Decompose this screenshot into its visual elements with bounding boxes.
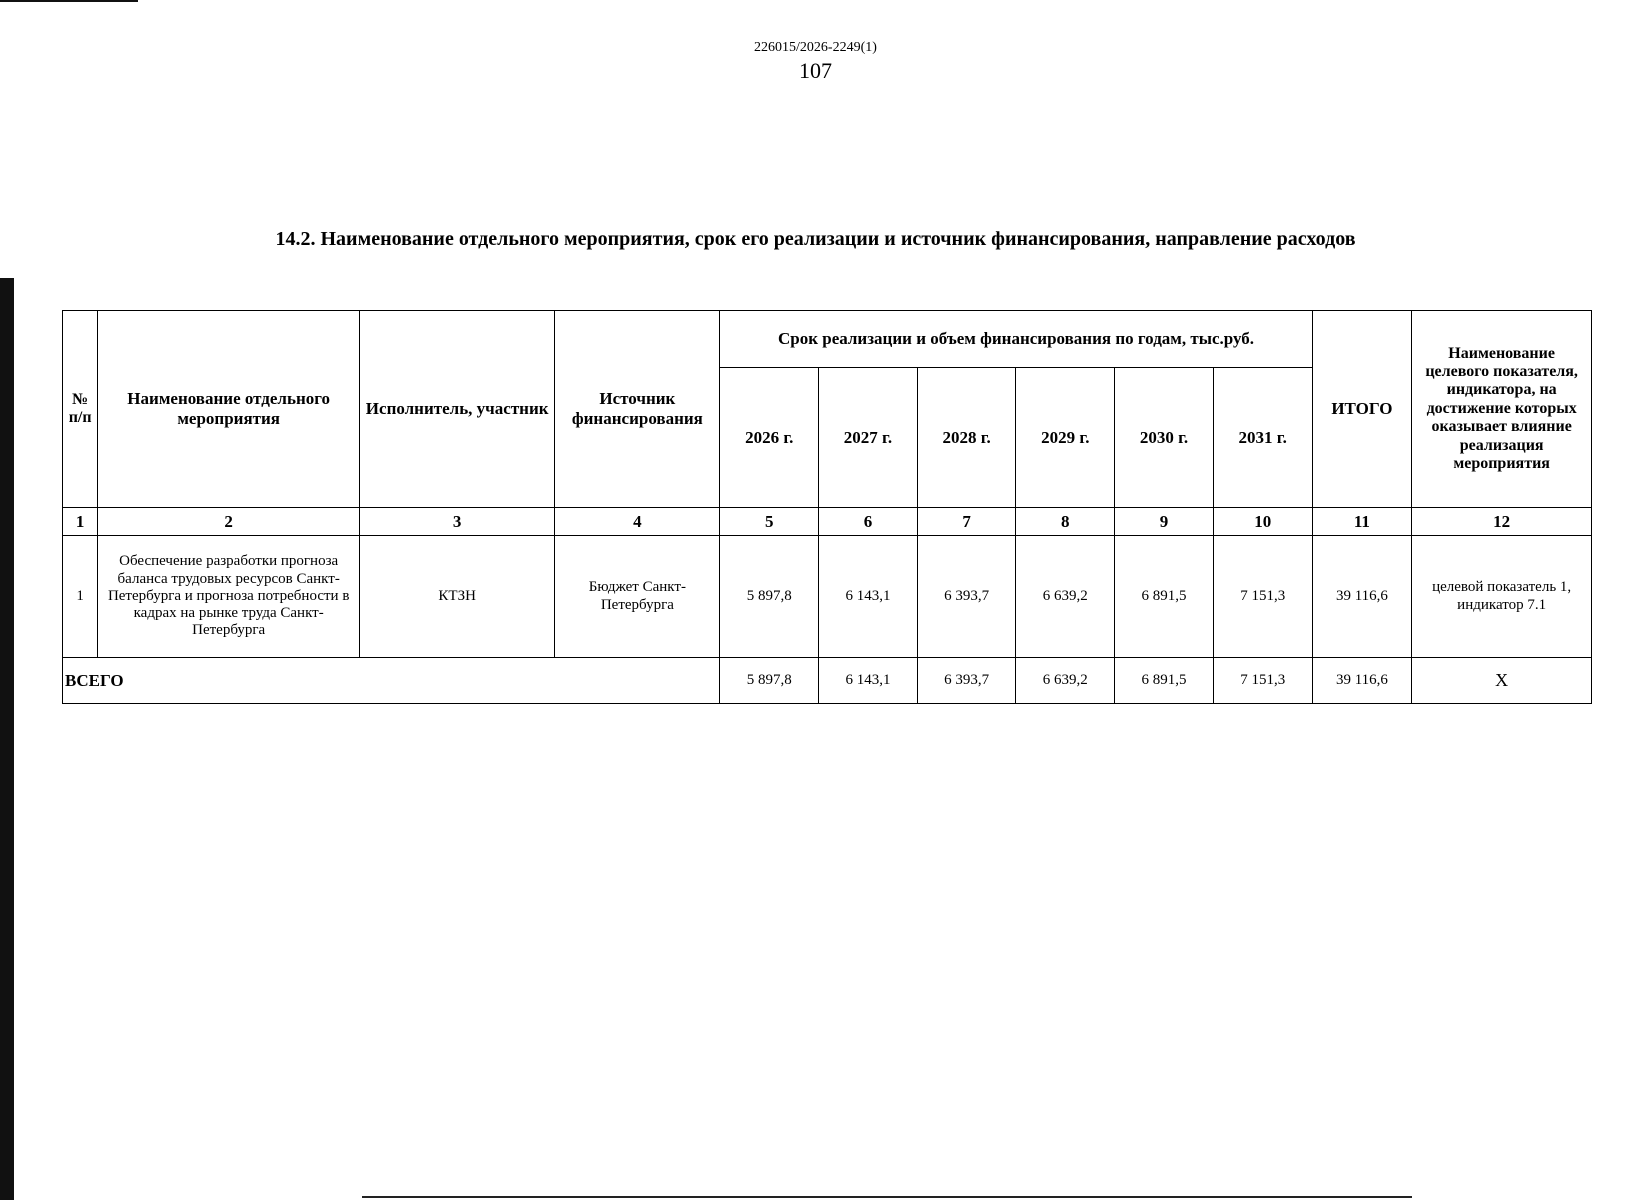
total-value-2031: 7 151,3 <box>1213 658 1312 704</box>
scan-edge-left <box>0 278 14 1200</box>
row-total: 39 116,6 <box>1312 536 1412 658</box>
row-executor: КТЗН <box>360 536 555 658</box>
column-number: 3 <box>360 508 555 536</box>
header-total: ИТОГО <box>1312 311 1412 508</box>
row-value-2031: 7 151,3 <box>1213 536 1312 658</box>
column-number: 4 <box>555 508 720 536</box>
column-number: 5 <box>720 508 819 536</box>
column-number: 2 <box>98 508 360 536</box>
row-value-2029: 6 639,2 <box>1016 536 1115 658</box>
header-period-group: Срок реализации и объем финансирования по годам, тыс.руб. <box>720 311 1312 368</box>
total-row <box>63 658 1592 704</box>
page-number: 107 <box>799 58 832 83</box>
header-year: 2027 г. <box>819 368 918 508</box>
column-numbers-row <box>63 508 1592 536</box>
financing-table <box>62 310 1592 704</box>
header-year: 2026 г. <box>720 368 819 508</box>
total-value-2028: 6 393,7 <box>917 658 1016 704</box>
column-number: 1 <box>63 508 98 536</box>
header-indicator: Наименование целевого показателя, индикатора, на достижение которых оказывает влияние реализация мероприятия <box>1412 311 1592 508</box>
column-number: 6 <box>819 508 918 536</box>
header-year: 2028 г. <box>917 368 1016 508</box>
header-num: № п/п <box>63 311 98 508</box>
total-sum: 39 116,6 <box>1312 658 1412 704</box>
row-indicator: целевой показатель 1, индикатор 7.1 <box>1412 536 1592 658</box>
row-source: Бюджет Санкт-Петербурга <box>555 536 720 658</box>
header-executor: Исполнитель, участник <box>360 311 555 508</box>
total-indicator: Х <box>1412 658 1592 704</box>
total-label: ВСЕГО <box>63 658 720 704</box>
total-value-2027: 6 143,1 <box>819 658 918 704</box>
row-value-2027: 6 143,1 <box>819 536 918 658</box>
header-year: 2030 г. <box>1115 368 1214 508</box>
section-title: 14.2. Наименование отдельного мероприятия, срок его реализации и источник финансирования, направление расходов <box>275 228 1356 250</box>
document-number: 226015/2026-2249(1) <box>754 40 877 55</box>
total-value-2030: 6 891,5 <box>1115 658 1214 704</box>
column-number: 7 <box>917 508 1016 536</box>
row-value-2028: 6 393,7 <box>917 536 1016 658</box>
row-value-2026: 5 897,8 <box>720 536 819 658</box>
row-name: Обеспечение разработки прогноза баланса трудовых ресурсов Санкт-Петербурга и прогноза потребности в кадрах на рынке труда Санкт-Петербурга <box>98 536 360 658</box>
scan-edge-top <box>0 0 138 2</box>
total-value-2029: 6 639,2 <box>1016 658 1115 704</box>
header-source: Источник финансирования <box>555 311 720 508</box>
column-number: 12 <box>1412 508 1592 536</box>
table-row <box>63 536 1592 658</box>
header-year: 2031 г. <box>1213 368 1312 508</box>
column-number: 8 <box>1016 508 1115 536</box>
row-value-2030: 6 891,5 <box>1115 536 1214 658</box>
header-name: Наименование отдельного мероприятия <box>98 311 360 508</box>
bottom-rule <box>362 1196 1412 1198</box>
header-row-1 <box>63 311 1592 368</box>
row-num: 1 <box>63 536 98 658</box>
total-value-2026: 5 897,8 <box>720 658 819 704</box>
column-number: 10 <box>1213 508 1312 536</box>
column-number: 9 <box>1115 508 1214 536</box>
column-number: 11 <box>1312 508 1412 536</box>
header-year: 2029 г. <box>1016 368 1115 508</box>
